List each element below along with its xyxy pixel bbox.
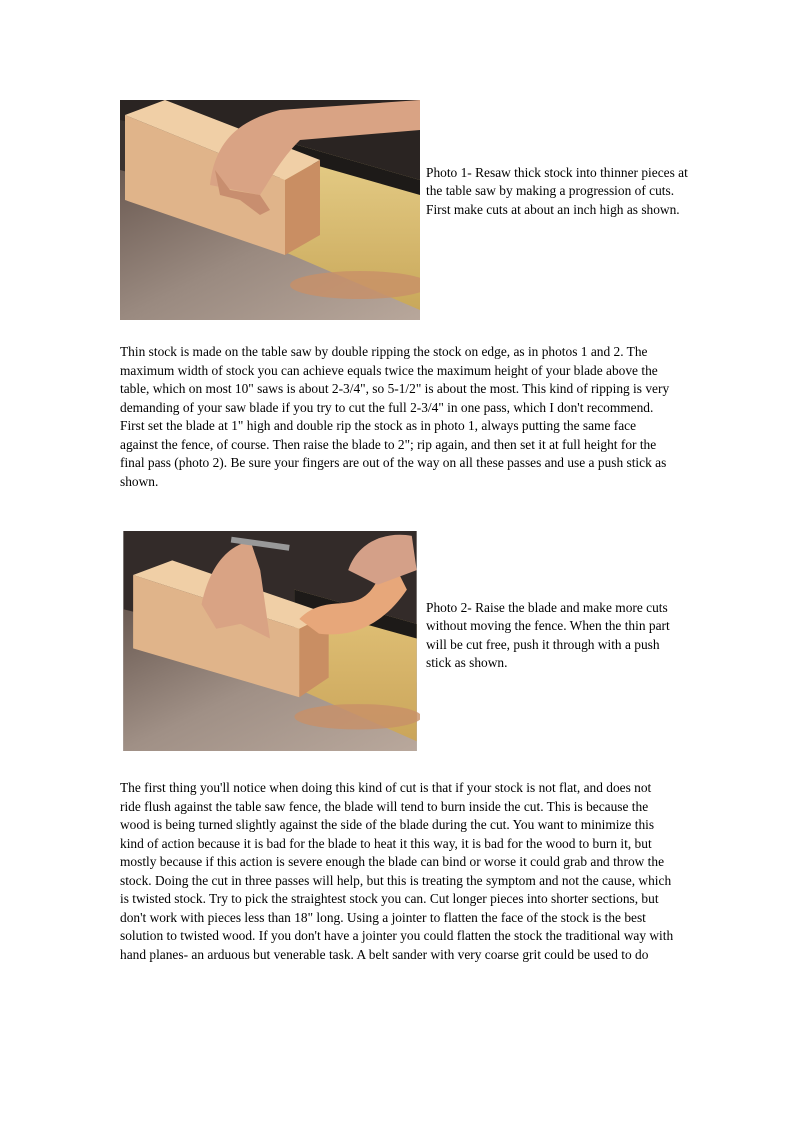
photo-1-caption: Photo 1- Resaw thick stock into thinner pieces at the table saw by making a progression of cuts. First make cuts at about an inch high as shown. — [426, 165, 688, 217]
photo-2-push-stick — [120, 531, 420, 751]
photo-1-resaw-table-saw — [120, 100, 420, 320]
body-paragraph-2: The first thing you'll notice when doing this kind of cut is that if your stock is not flat, and does not ride flush against the table saw fence, the blade will tend to burn inside the cut. This is because the wood is being turned slightly against the side of the blade during the cut. You want to minimize this kind of action because it is bad for the blade to heat it this way, it is bad for the wood to burn it, but mostly because if this action is severe enough the blade can bind or worse it could grab and throw the stock. Doing the cut in three passes will help, but this is treating the symptom and not the cause, which is twisted stock. Try to pick the straightest stock you can. Cut longer pieces into shorter sections, but don't work with pieces less than 18" long. Using a jointer to flatten the face of the stock is the best solution to twisted wood. If you don't have a jointer you could flatten the stock the traditional way with hand planes- an arduous but venerable task. A belt sander with very coarse grit could be used to do — [120, 780, 674, 962]
body-paragraph-1: Thin stock is made on the table saw by double ripping the stock on edge, as in photos 1 and 2. The maximum width of stock you can achieve equals twice the maximum height of your blade above the table, which on most 10" saws is about 2-3/4", so 5-1/2" is about the most. This kind of ripping is very demanding of your saw blade if you try to cut the full 2-3/4" in one pass, which I don't recommend. First set the blade at 1" high and double rip the stock as in photo 1, always putting the same face against the fence, of course. Then raise the blade to 2"; rip again, and then set it at full height for the final pass (photo 2). Be sure your fingers are out of the way on all these passes and use a push stick as shown. — [120, 344, 670, 489]
photo-2-caption: Photo 2- Raise the blade and make more cuts without moving the fence. When the thin part will be cut free, push it through with a push stick as shown. — [426, 600, 670, 670]
